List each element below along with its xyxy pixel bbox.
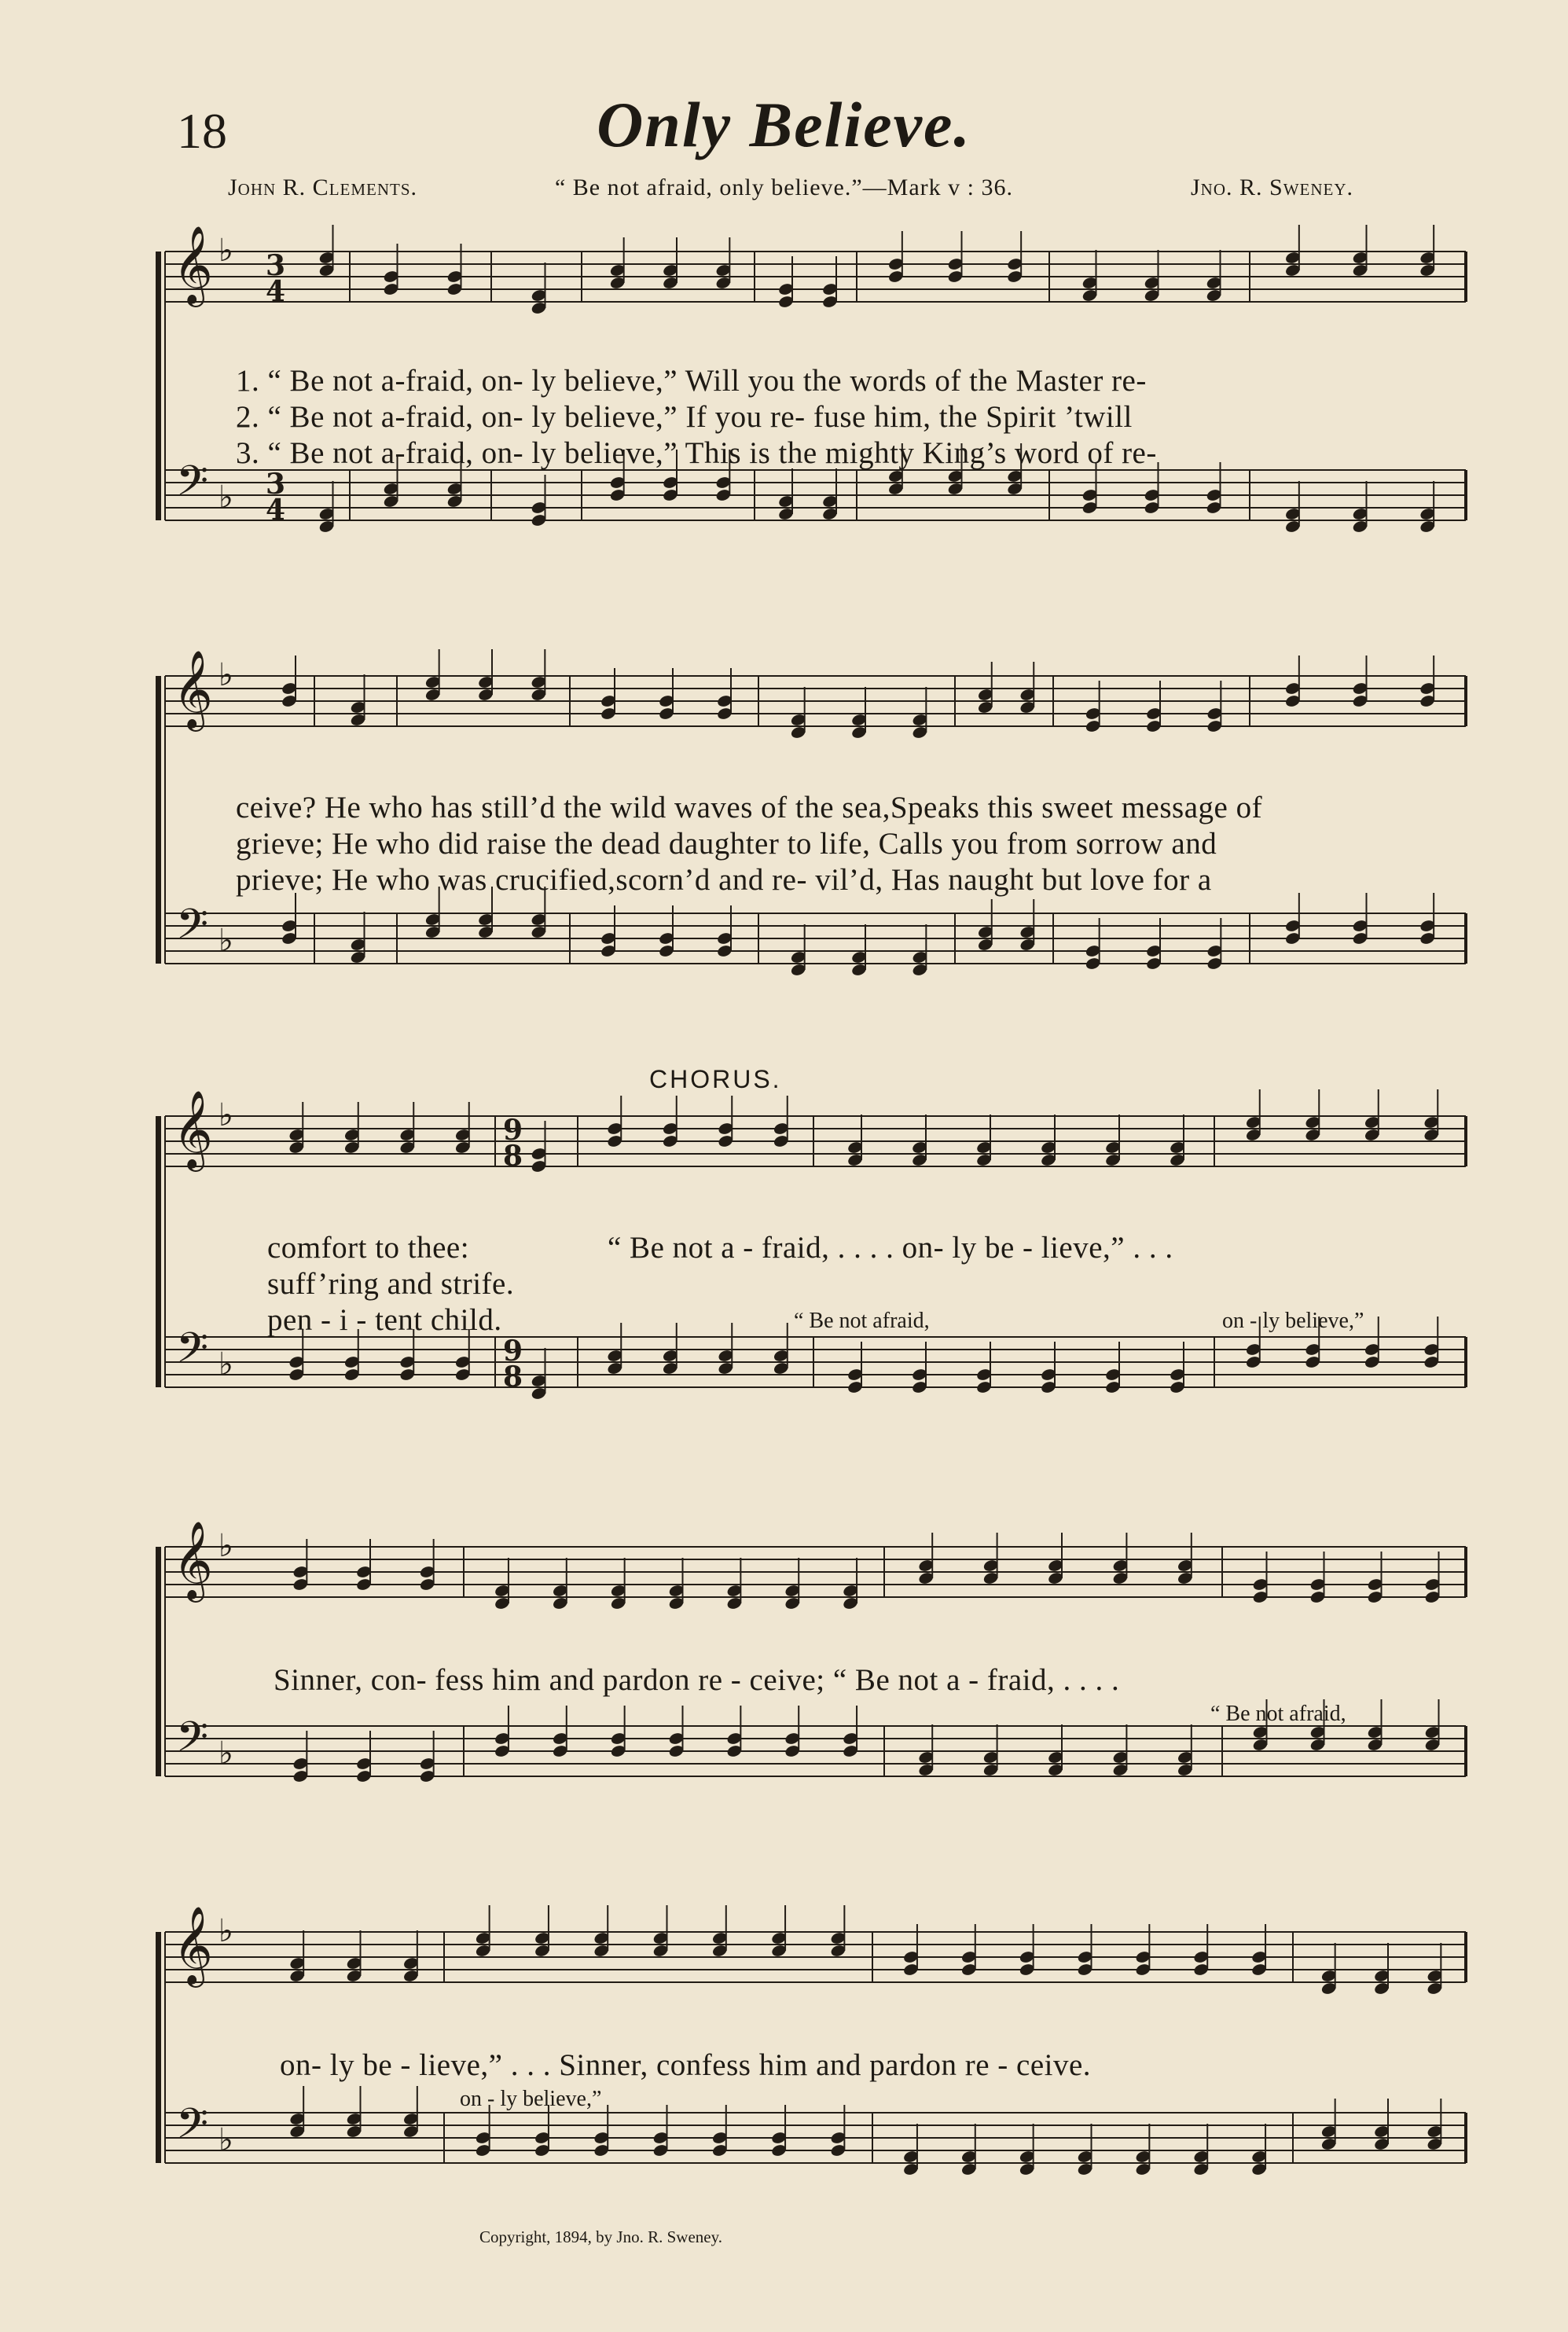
flat-key-signature: ♭ [218, 1346, 233, 1383]
echo-lyric-2: on - ly believe,” [1222, 1309, 1364, 1333]
chorus-lyric-1: “ Be not a - fraid, . . . . on- ly be - lieve,” . . . [608, 1231, 1173, 1265]
verse3-line3: pen - i - tent child. [267, 1303, 502, 1337]
time-signature: 3 [266, 468, 286, 501]
page-number: 18 [177, 103, 227, 159]
flat-key-signature: ♭ [218, 479, 233, 516]
verse2-line1: 2. “ Be not a-fraid, on- ly believe,” If you re- fuse him, the Spirit ’twill [236, 400, 1133, 434]
echo-lyric-3: “ Be not afraid, [1210, 1702, 1346, 1726]
echo-lyric-1: “ Be not afraid, [794, 1309, 930, 1333]
time-signature: 3 [266, 249, 286, 282]
system-bracket [156, 676, 161, 964]
treble-clef: 𝄞 [173, 650, 213, 729]
hymn-title: Only Believe. [597, 89, 971, 160]
system-bracket [156, 252, 161, 520]
verse2-line3: suff’ring and strife. [267, 1267, 515, 1301]
treble-clef: 𝄞 [173, 226, 213, 304]
chorus-label: CHORUS. [649, 1065, 782, 1093]
treble-clef: 𝄞 [173, 1906, 213, 1985]
author-credit: John R. Clements. [228, 174, 418, 200]
chorus-lyric-2: Sinner, con- fess him and pardon re - ceive; “ Be not a - fraid, . . . . [274, 1663, 1120, 1697]
bass-clef: 𝄢 [176, 901, 209, 959]
treble-clef: 𝄞 [173, 1090, 213, 1169]
system-bracket [156, 1932, 161, 2163]
flat-key-signature: ♭ [218, 1913, 233, 1949]
flat-key-signature: ♭ [218, 233, 233, 269]
bass-clef: 𝄢 [176, 2100, 209, 2158]
flat-key-signature: ♭ [218, 2122, 233, 2158]
verse1-line3: comfort to thee: [267, 1231, 470, 1265]
chorus-lyric-3: on- ly be - lieve,” . . . Sinner, confess him and pardon re - ceive. [280, 2048, 1092, 2082]
treble-clef: 𝄞 [173, 1521, 213, 1599]
flat-key-signature: ♭ [218, 1097, 233, 1133]
time-signature: 8 [503, 1361, 523, 1394]
bass-clef: 𝄢 [176, 1713, 209, 1772]
flat-key-signature: ♭ [218, 1528, 233, 1564]
verse3-line1: 3. “ Be not a-fraid, on- ly believe,” This is the mighty King’s word of re- [236, 436, 1157, 470]
verse1-line1: 1. “ Be not a-fraid, on- ly believe,” Will you the words of the Master re- [236, 364, 1147, 398]
flat-key-signature: ♭ [218, 923, 233, 959]
bass-clef: 𝄢 [176, 457, 209, 516]
time-signature: 4 [266, 275, 286, 308]
system-bracket [156, 1116, 161, 1387]
verse2-line2: grieve; He who did raise the dead daughter to life, Calls you from sorrow and [236, 827, 1217, 861]
bass-clef: 𝄢 [176, 1324, 209, 1383]
copyright-notice: Copyright, 1894, by Jno. R. Sweney. [479, 2227, 722, 2246]
scripture-reference: “ Be not afraid, only believe.”—Mark v : 36. [554, 174, 1013, 200]
echo-lyric-4: on - ly believe,” [460, 2087, 602, 2111]
time-signature: 9 [503, 1114, 523, 1147]
composer-credit: Jno. R. Sweney. [1191, 174, 1354, 200]
time-signature: 4 [266, 494, 286, 527]
flat-key-signature: ♭ [218, 1735, 233, 1772]
time-signature: 8 [503, 1140, 523, 1173]
system-bracket [156, 1547, 161, 1776]
verse1-line2: ceive? He who has still’d the wild waves of the sea,Speaks this sweet message of [236, 791, 1263, 824]
verse3-line2: prieve; He who was crucified,scorn’d and re- vil’d, Has naught but love for a [236, 863, 1212, 897]
time-signature: 9 [503, 1335, 523, 1368]
flat-key-signature: ♭ [218, 657, 233, 693]
